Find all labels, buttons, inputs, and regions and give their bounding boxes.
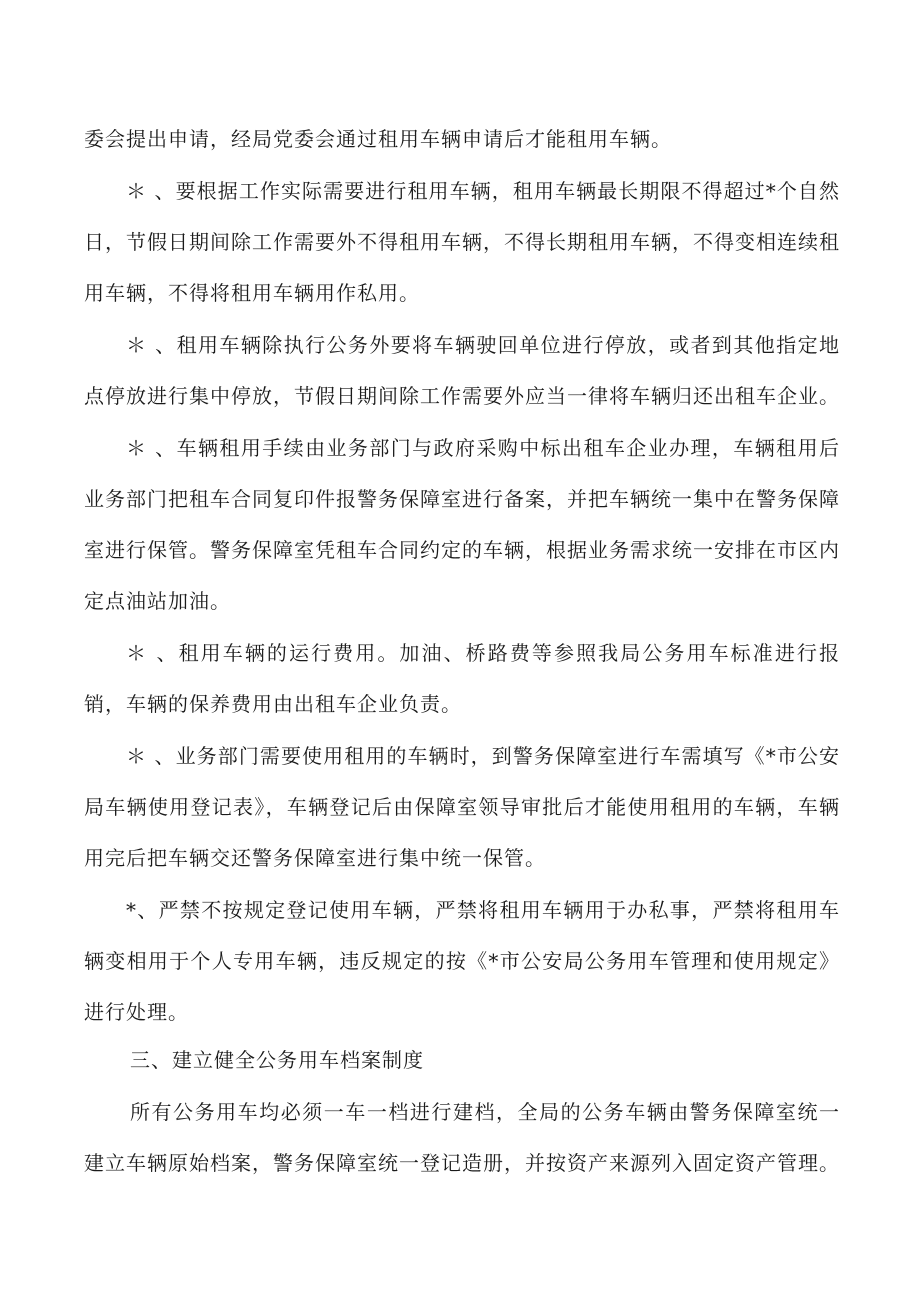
section-heading: 三、建立健全公务用车档案制度 [130, 1048, 424, 1072]
paragraph-rental-period: ＊ 、要根据工作实际需要进行租用车辆，租用车辆最长期限不得超过*个自然日，节假日期间除工作需要外不得租用车辆，不得长期租用车辆，不得变相连续租用车辆，不得将租用车辆用作私用。 [84, 179, 840, 305]
paragraph-rental-procedure: ＊ 、车辆租用手续由业务部门与政府采购中标出租车企业办理，车辆租用后业务部门把租车合同复印件报警务保障室进行备案，并把车辆统一集中在警务保障室进行保管。警务保障室凭租车合同约定的车辆，根据业务需求统一安排在市区内定点油站加油。 [84, 436, 840, 613]
paragraph-usage-registration: ＊ 、业务部门需要使用租用的车辆时，到警务保障室进行车需填写《*市公安局车辆使用登记表》，车辆登记后由保障室领导审批后才能使用租用的车辆，车辆用完后把车辆交还警务保障室进行集中统一保管。 [84, 744, 840, 870]
paragraph-operating-costs: ＊ 、租用车辆的运行费用。加油、桥路费等参照我局公务用车标准进行报销，车辆的保养费用由出租车企业负责。 [84, 641, 840, 716]
paragraph-prohibitions: *、严禁不按规定登记使用车辆，严禁将租用车辆用于办私事，严禁将租用车辆变相用于个人专用车辆，违反规定的按《*市公安局公务用车管理和使用规定》进行处理。 [84, 898, 840, 1024]
paragraph-archive: 所有公务用车均必须一车一档进行建档，全局的公务车辆由警务保障室统一建立车辆原始档案，警务保障室统一登记造册，并按资产来源列入固定资产管理。 [84, 1100, 840, 1175]
paragraph-parking: ＊ 、租用车辆除执行公务外要将车辆驶回单位进行停放，或者到其他指定地点停放进行集中停放，节假日期间除工作需要外应当一律将车辆归还出租车企业。 [84, 333, 840, 408]
paragraph-continuation: 委会提出申请，经局党委会通过租用车辆申请后才能租用车辆。 [84, 127, 672, 151]
